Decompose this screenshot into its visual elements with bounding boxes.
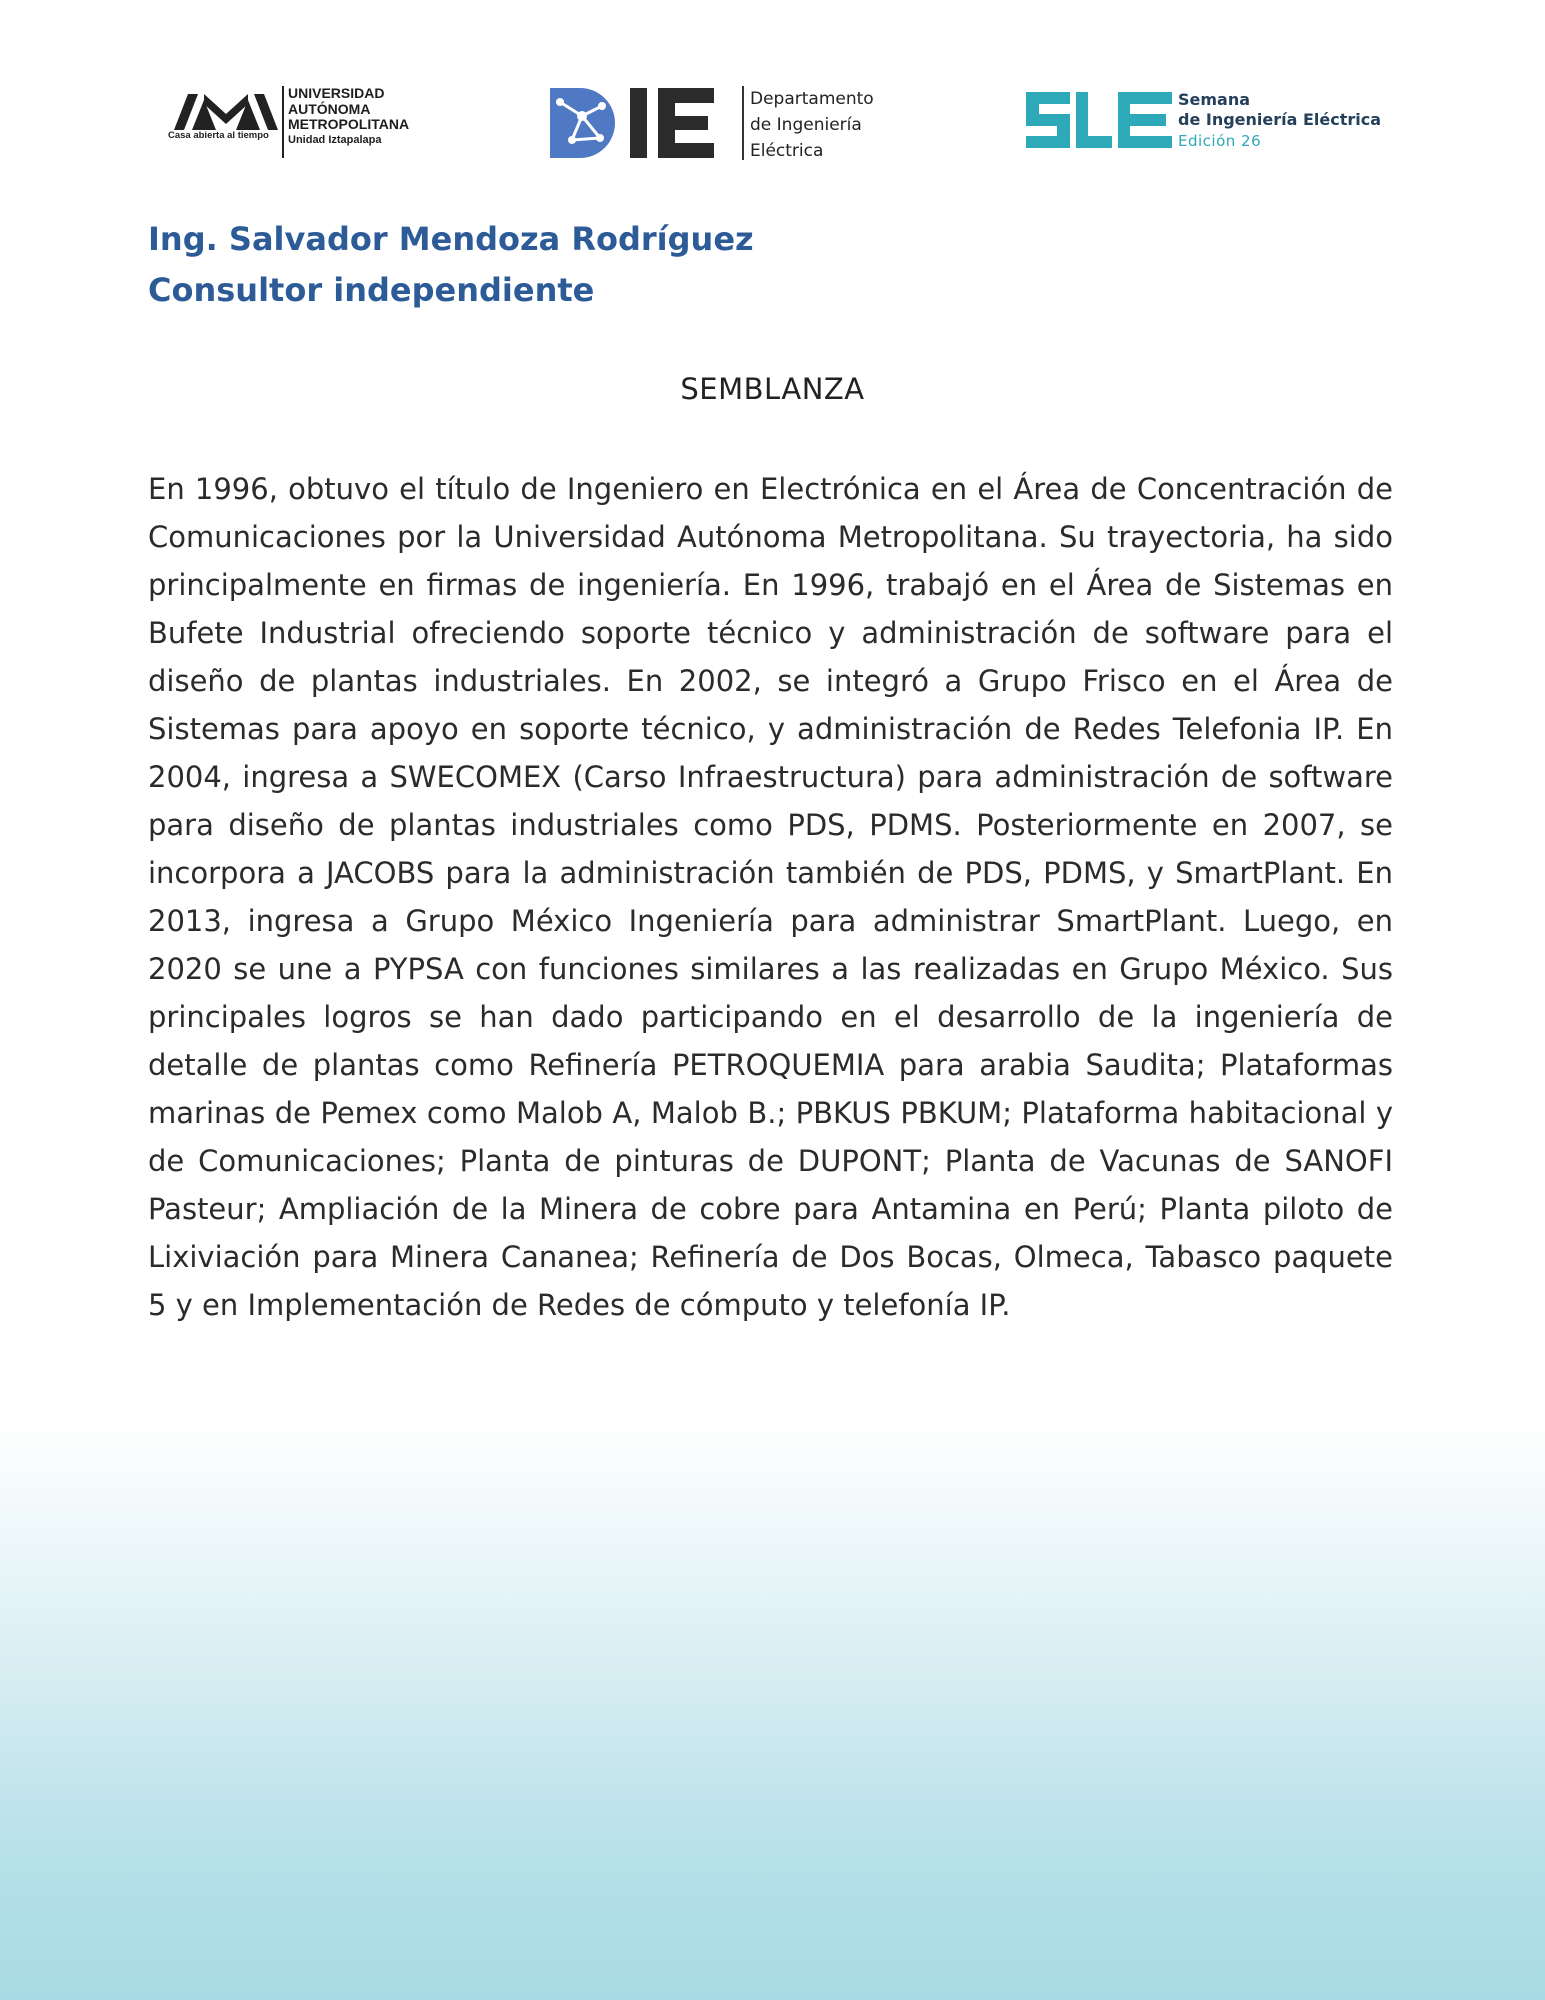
die-logo-icon (550, 88, 738, 158)
sie-title-line1: Semana (1178, 90, 1251, 109)
sie-edition: Edición 26 (1178, 132, 1262, 150)
uam-logo-icon (174, 90, 278, 132)
section-heading: SEMBLANZA (680, 372, 865, 406)
die-text-line: Departamento (750, 89, 874, 109)
die-text-line: Eléctrica (750, 141, 824, 161)
sie-logo-icon (1026, 92, 1172, 148)
die-divider (742, 86, 744, 160)
uam-name-line: AUTÓNOMA (288, 100, 371, 117)
uam-name (288, 86, 409, 148)
uam-name-line: METROPOLITANA (288, 116, 410, 132)
uam-logo (168, 86, 428, 162)
sie-title-line2: de Ingeniería Eléctrica (1178, 110, 1382, 129)
uam-tagline: Casa abierta al tiempo (168, 130, 269, 141)
biography-paragraph: En 1996, obtuvo el título de Ingeniero en Electrónica en el Área de Concentración de Comunicaciones por la Universidad Autónoma Metropolitana. Su trayectoria, ha sido principalmente en firmas de ingeniería. En 1996, trabajó en el Área de Sistemas en Bufete Industrial ofreciendo soporte técnico y administración de software para el diseño de plantas industriales. En 2002, se integró a Grupo Frisco en el Área de Sistemas para apoyo en soporte técnico, y administración de Redes Telefonia IP. En 2004, ingresa a SWECOMEX (Carso Infraestructura) para administración de software para diseño de plantas industriales como PDS, PDMS. Posteriormente en 2007, se incorpora a JACOBS para la administración también de PDS, PDMS, y SmartPlant. En 2013, ingresa a Grupo México Ingeniería para administrar SmartPlant. Luego, en 2020 se une a PYPSA con funciones similares a las realizadas en Grupo México. Sus principales logros se han dado participando en el desarrollo de la ingeniería de detalle de plantas como Refinería PETROQUEMIA para arabia Saudita; Plataformas marinas de Pemex como Malob A, Malob B.; PBKUS PBKUM; Plataforma habitacional y de Comunicaciones; Planta de pinturas de DUPONT; Planta de Vacunas de SANOFI Pasteur; Ampliación de la Minera de cobre para Antamina en Perú; Planta piloto de Lixiviación para Minera Cananea; Refinería de Dos Bocas, Olmeca, Tabasco paquete 5 y en Implementación de Redes de cómputo y telefonía IP. (148, 472, 1393, 1322)
uam-name-line: UNIVERSIDAD (288, 85, 385, 101)
die-logo (550, 86, 900, 162)
sie-logo (1026, 90, 1406, 156)
person-name: Ing. Salvador Mendoza Rodríguez (148, 220, 754, 258)
uam-divider (282, 86, 284, 158)
die-text (750, 86, 874, 164)
uam-name-line: Unidad Iztapalapa (288, 133, 382, 146)
die-text-line: de Ingeniería (750, 115, 862, 135)
person-role: Consultor independiente (148, 271, 595, 309)
